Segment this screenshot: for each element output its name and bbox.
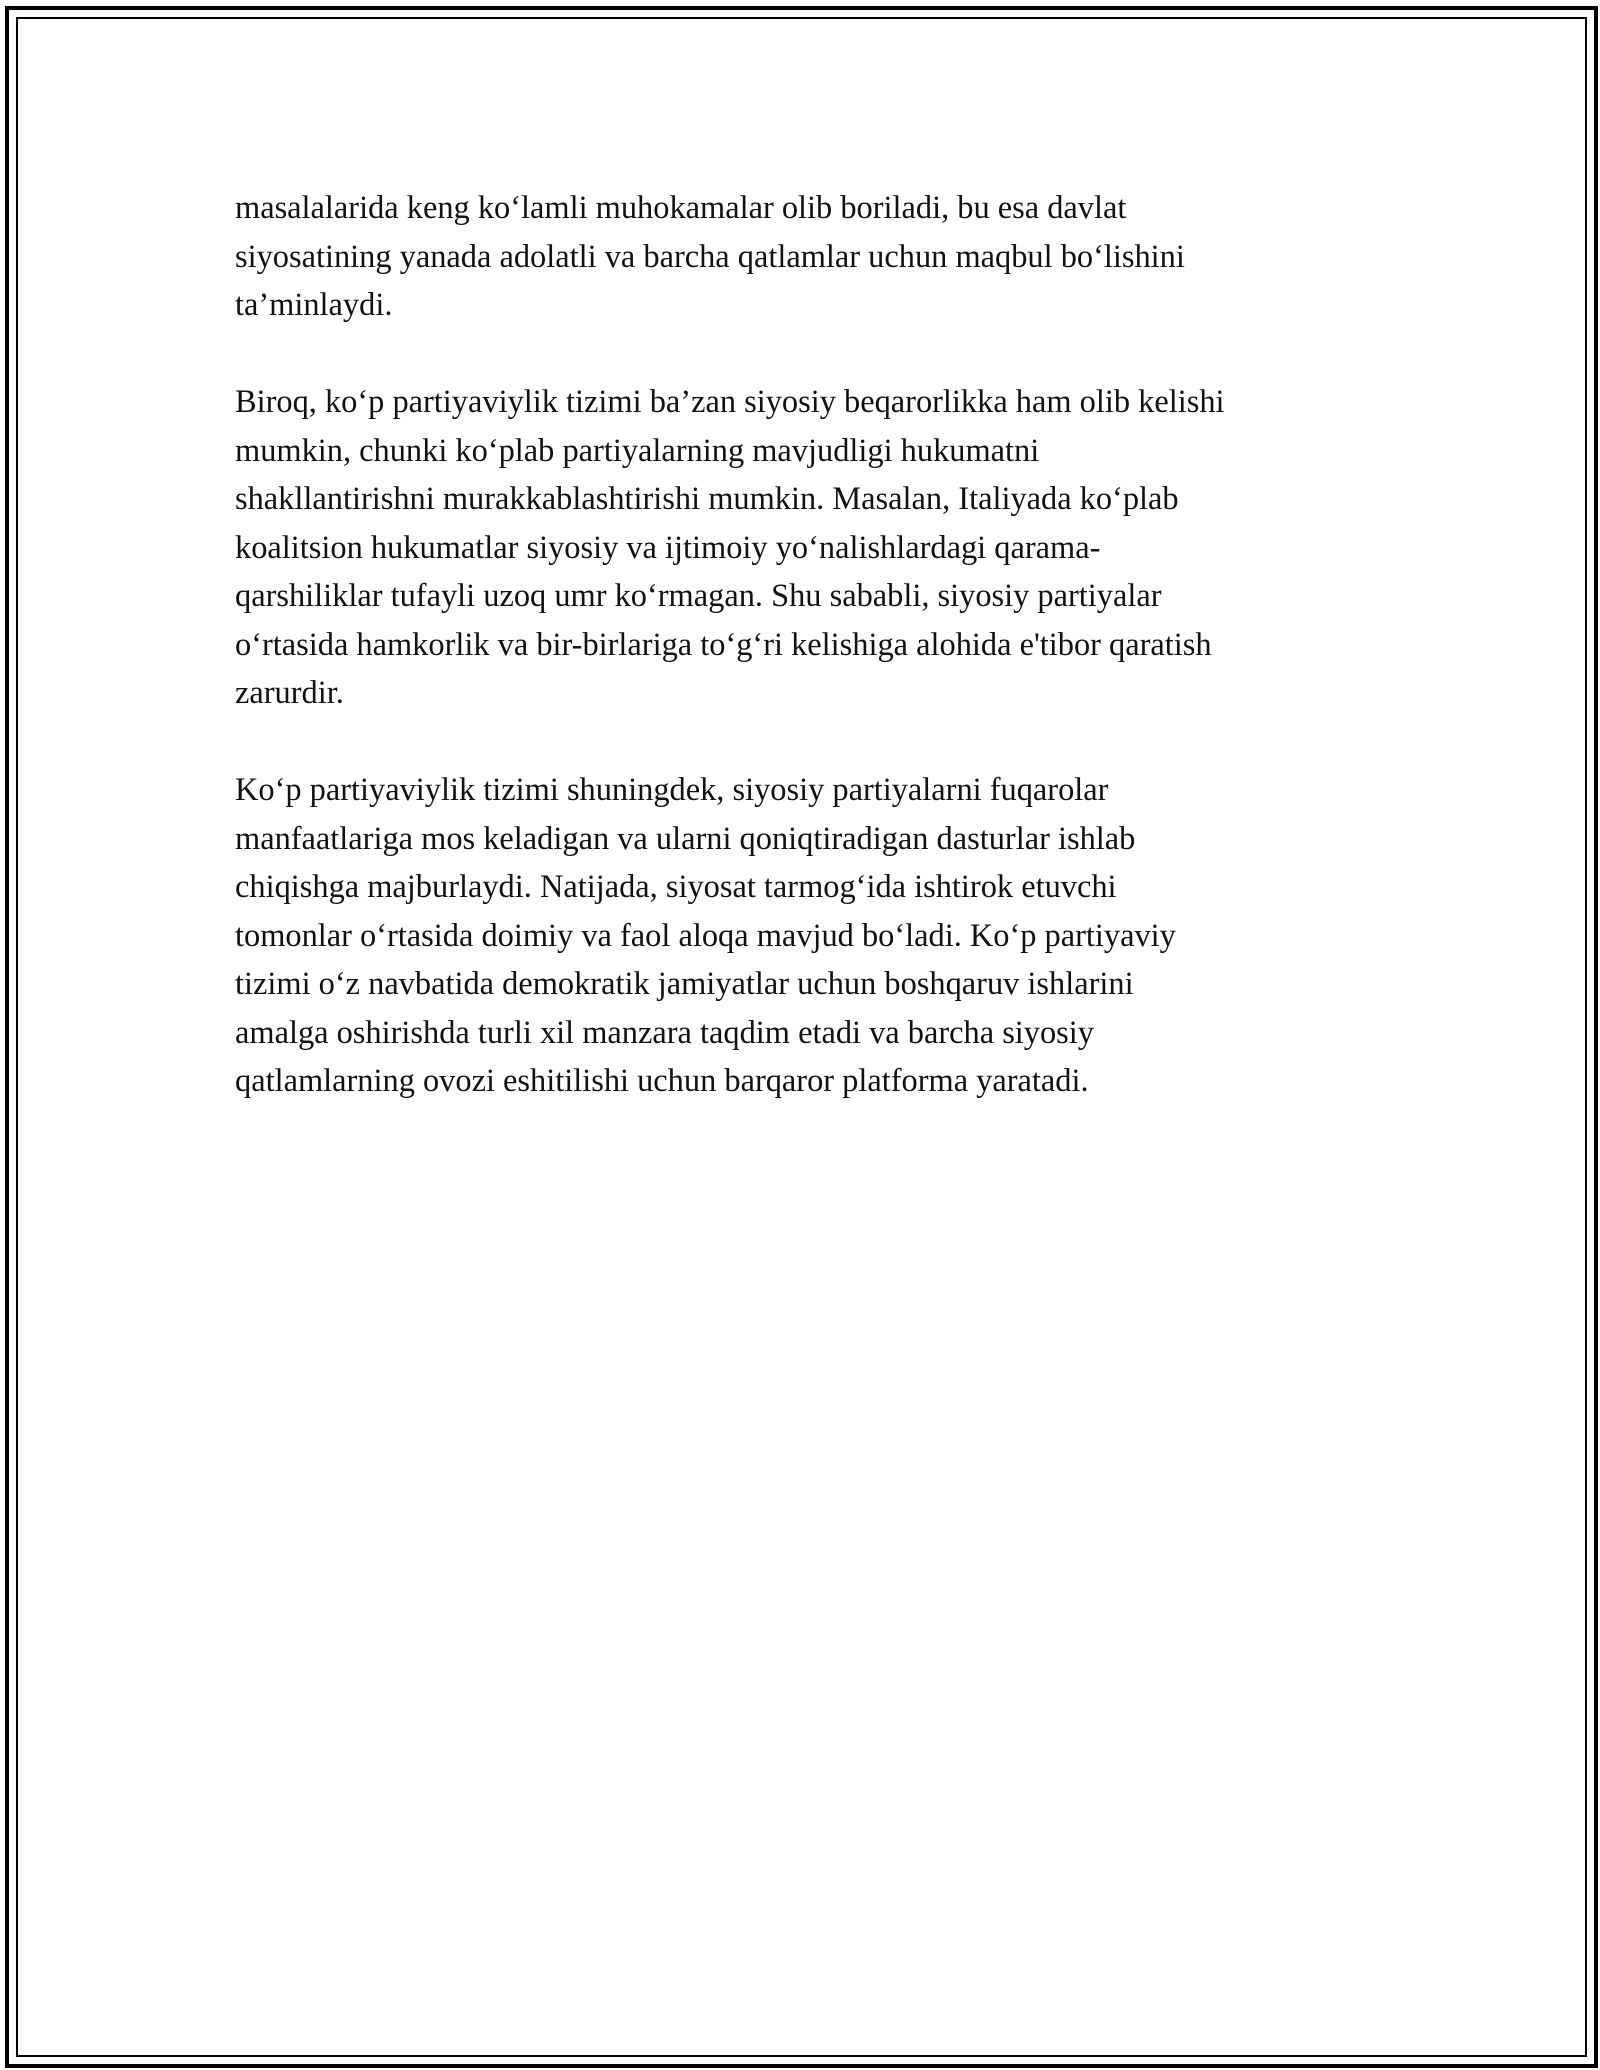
paragraph-1	[235, 184, 1365, 330]
text-line: qatlamlarning ovozi eshitilishi uchun barqaror platforma yaratadi.	[235, 1063, 1089, 1099]
text-line: mumkin, chunki ko‘plab partiyalarning mavjudligi hukumatni	[235, 432, 1040, 469]
text-line: Ko‘p partiyaviylik tizimi shuningdek, siyosiy partiyalarni fuqarolar	[235, 772, 1109, 808]
text-line: zarurdir.	[235, 675, 344, 711]
text-line: masalalarida keng ko‘lamli muhokamalar olib boriladi, bu esa davlat	[235, 190, 1127, 226]
paragraph-2	[235, 378, 1365, 718]
text-line: koalitsion hukumatlar siyosiy va ijtimoiy yo‘nalishlardagi qarama-	[235, 529, 1101, 566]
text-line: amalga oshirishda turli xil manzara taqdim etadi va barcha siyosiy	[235, 1014, 1094, 1051]
text-line: siyosatining yanada adolatli va barcha qatlamlar uchun maqbul bo‘lishini	[235, 238, 1185, 275]
text-line: tizimi o‘z navbatida demokratik jamiyatlar uchun boshqaruv ishlarini	[235, 966, 1134, 1002]
text-line: Biroq, ko‘p partiyaviylik tizimi ba’zan siyosiy beqarorlikka ham olib kelishi	[235, 384, 1225, 420]
text-line: shakllantirishni murakkablashtirishi mumkin. Masalan, Italiyada ko‘plab	[235, 481, 1179, 517]
text-line: tomonlar o‘rtasida doimiy va faol aloqa mavjud bo‘ladi. Ko‘p partiyaviy	[235, 917, 1176, 954]
text-line: o‘rtasida hamkorlik va bir-birlariga to‘g‘ri kelishiga alohida e'tibor qaratish	[235, 626, 1212, 663]
text-line: chiqishga majburlaydi. Natijada, siyosat tarmog‘ida ishtirok etuvchi	[235, 869, 1117, 905]
text-line: manfaatlariga mos keladigan va ularni qoniqtiradigan dasturlar ishlab	[235, 820, 1136, 857]
text-line: ta’minlaydi.	[235, 287, 393, 323]
text-line: qarshiliklar tufayli uzoq umr ko‘rmagan. Shu sababli, siyosiy partiyalar	[235, 578, 1162, 614]
paragraph-3	[235, 766, 1365, 1106]
document-body	[235, 184, 1365, 1154]
